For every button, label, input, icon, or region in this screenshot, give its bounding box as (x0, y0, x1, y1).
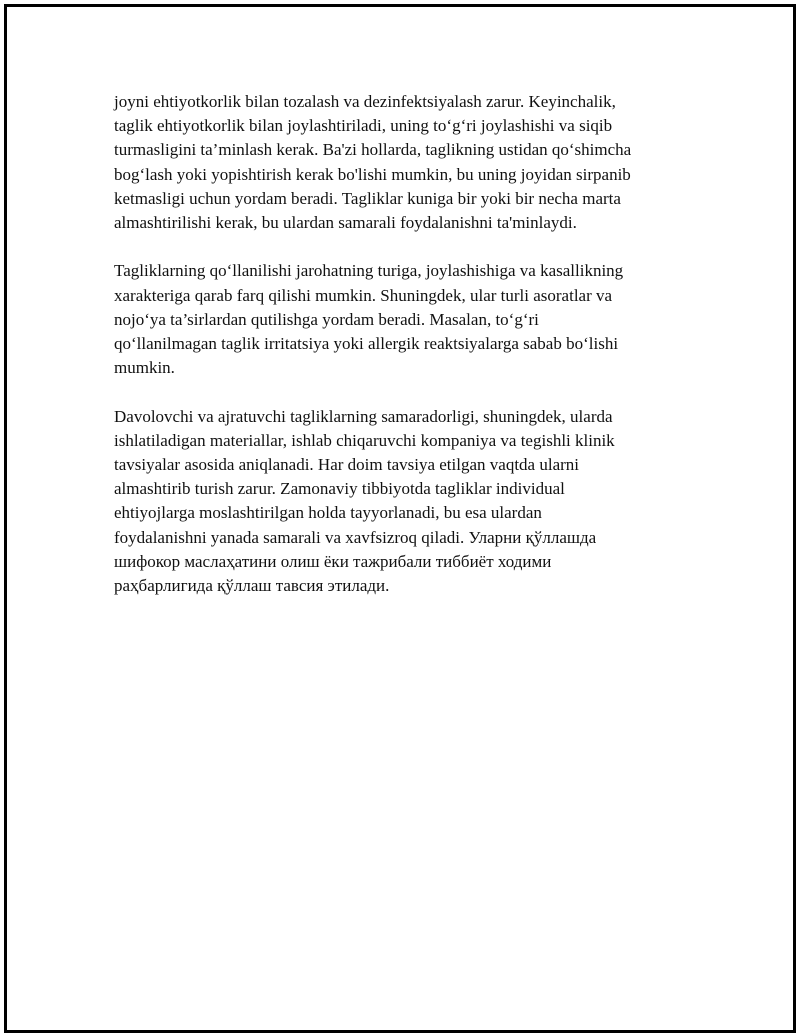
paragraph-3 (114, 405, 674, 599)
paragraph-line: tavsiyalar asosida aniqlanadi. Har doim tavsiya etilgan vaqtda ularni (114, 455, 579, 475)
paragraph-1 (114, 90, 674, 235)
paragraph-line: taglik ehtiyotkorlik bilan joylashtiriladi, uning to‘g‘ri joylashishi va siqib (114, 116, 613, 136)
paragraph-line: foydalanishni yanada samarali va xavfsizroq qiladi. Уларни қўллашда (114, 527, 597, 547)
document-body (114, 90, 674, 622)
paragraph-line: Tagliklarning qo‘llanilishi jarohatning turiga, joylashishiga va kasallikning (114, 261, 624, 281)
paragraph-line: mumkin. (114, 358, 175, 378)
paragraph-line: раҳбарлигида қўллаш тавсия этилади. (114, 576, 390, 596)
paragraph-line: bog‘lash yoki yopishtirish kerak bo'lishi mumkin, bu uning joyidan sirpanib (114, 164, 631, 184)
paragraph-line: ishlatiladigan materiallar, ishlab chiqaruvchi kompaniya va tegishli klinik (114, 430, 615, 450)
paragraph-line: шифокор маслаҳатини олиш ёки тажрибали тиббиёт ходими (114, 551, 552, 571)
paragraph-line: nojo‘ya ta’sirlardan qutilishga yordam beradi. Masalan, to‘g‘ri (114, 309, 539, 329)
paragraph-line: turmasligini ta’minlash kerak. Ba'zi hollarda, taglikning ustidan qo‘shimcha (114, 140, 632, 160)
paragraph-line: ehtiyojlarga moslashtirilgan holda tayyorlanadi, bu esa ulardan (114, 503, 542, 523)
paragraph-2 (114, 259, 674, 380)
paragraph-line: joyni ehtiyotkorlik bilan tozalash va dezinfektsiyalash zarur. Keyinchalik, (114, 92, 616, 111)
paragraph-line: qo‘llanilmagan taglik irritatsiya yoki allergik reaktsiyalarga sabab bo‘lishi (114, 334, 619, 354)
paragraph-line: Davolovchi va ajratuvchi tagliklarning samaradorligi, shuningdek, ularda (114, 406, 613, 426)
paragraph-line: almashtirilishi kerak, bu ulardan samarali foydalanishni ta'minlaydi. (114, 213, 577, 233)
paragraph-line: almashtirib turish zarur. Zamonaviy tibbiyotda tagliklar individual (114, 479, 565, 499)
paragraph-line: ketmasligi uchun yordam beradi. Tagliklar kuniga bir yoki bir necha marta (114, 188, 621, 208)
paragraph-line: xarakteriga qarab farq qilishi mumkin. Shuningdek, ular turli asoratlar va (114, 285, 613, 305)
